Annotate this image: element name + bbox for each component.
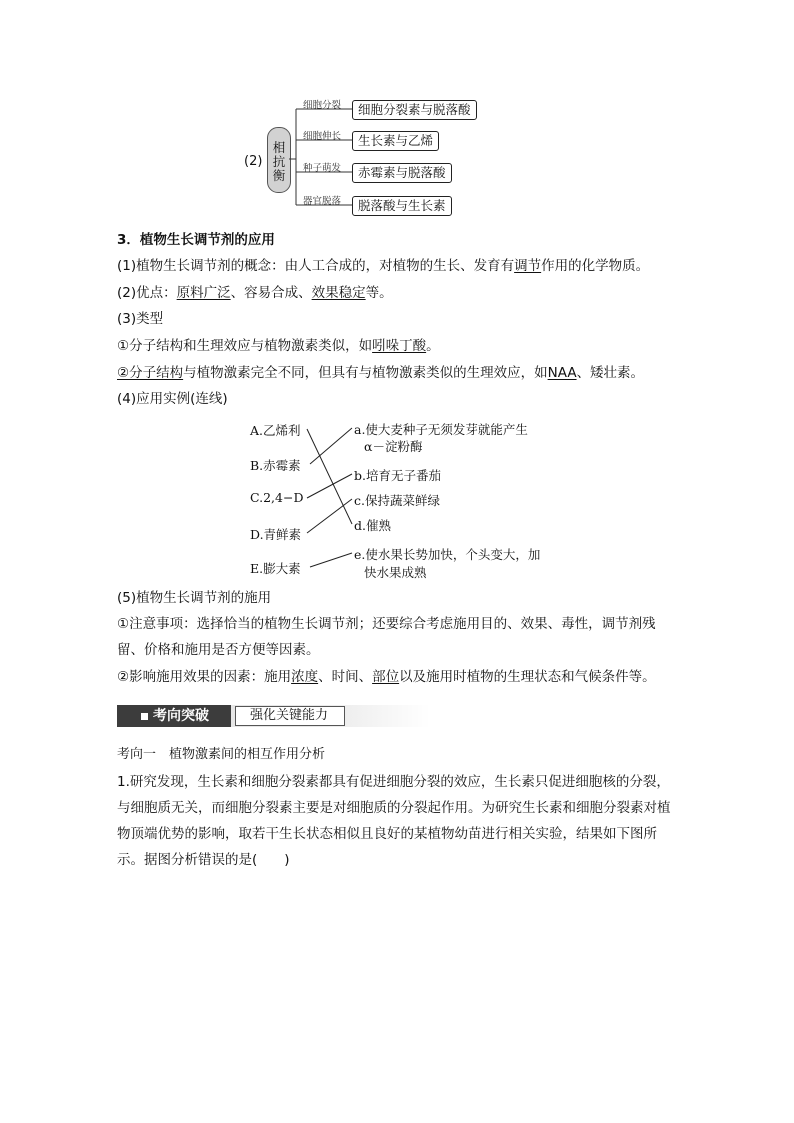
- banner-subtitle-box: [235, 706, 345, 726]
- left-item-e: E.膨大素: [250, 561, 301, 576]
- section-title: 3．植物生长调节剂的应用: [117, 232, 275, 248]
- concept-text-post: 作用的化学物质。: [541, 258, 650, 274]
- diagram-center-char-1: 相: [272, 140, 286, 155]
- diagram-label: (2): [244, 154, 263, 169]
- type2-post: 、矮壮素。: [576, 365, 645, 381]
- note2-pre: ②影响施用效果的因素：施用: [117, 669, 292, 685]
- type1-post: 。: [426, 338, 440, 354]
- type1-pre: ①分子结构和生理效应与植物激素类似，如: [117, 338, 373, 354]
- advantages-post: 等。: [365, 285, 393, 301]
- examples-title: (4)应用实例(连线): [117, 391, 228, 407]
- banner-square-icon: [141, 713, 148, 720]
- banner-dark-block: [117, 705, 231, 727]
- banner-title: 考向突破: [153, 708, 209, 724]
- branch-hormones-1: 细胞分裂素与脱落酸: [352, 100, 477, 120]
- advantage-answer-1: 原料广泛: [176, 285, 231, 301]
- type2-mid: 与植物激素完全不同，但具有与植物激素类似的生理效应，如: [183, 365, 548, 381]
- right-item-d: d.催熟: [354, 518, 391, 533]
- note2-answer-2: 部位: [372, 669, 400, 685]
- match-line-d-c: [307, 499, 352, 533]
- note2-answer-1: 浓度: [291, 669, 319, 685]
- match-line-e-e: [310, 553, 352, 567]
- types-title: (3)类型: [117, 311, 164, 327]
- left-item-b: B.赤霉素: [250, 458, 301, 473]
- branch-process-2: 细胞伸长: [303, 131, 342, 142]
- branch-hormones-2: 生长素与乙烯: [352, 131, 439, 151]
- banner-subtitle: 强化关键能力: [250, 708, 329, 723]
- type2-answer-2: NAA: [547, 365, 577, 381]
- diagram-center-char-2: 抗: [272, 154, 286, 169]
- match-line-b-a: [310, 428, 352, 464]
- branch-process-4: 器官脱落: [303, 196, 342, 207]
- right-item-a-cont: α－淀粉酶: [364, 439, 423, 454]
- left-item-d: D.青鲜素: [250, 527, 302, 542]
- advantages-pre: (2)优点：: [117, 285, 177, 301]
- branch-process-1: 细胞分裂: [303, 100, 342, 111]
- advantages-mid: 、容易合成、: [230, 285, 312, 301]
- right-item-a: a.使大麦种子无须发芽就能产生: [354, 422, 528, 437]
- question-paragraph: 1.研究发现，生长素和细胞分裂素都具有促进细胞分裂的效应，生长素只促进细胞核的分裂，与细胞质无关，而细胞分裂素主要是对细胞质的分裂起作用。为研究生长素和细胞分裂素对植物顶端优势的影响，取若干生长状态相似且良好的某植物幼苗进行相关实验，结果如下图所示。据图分析错误的是( ): [117, 774, 671, 868]
- right-item-c: c.保持蔬菜鲜绿: [354, 493, 440, 508]
- branch-process-3: 种子萌发: [303, 163, 342, 174]
- match-line-a-d: [307, 429, 352, 524]
- type1-answer: 吲哚丁酸: [372, 338, 427, 354]
- topic-heading: 考向一 植物激素间的相互作用分析: [117, 747, 326, 762]
- note1-line-1: ①注意事项：选择恰当的植物生长调节剂；还要综合考虑施用目的、效果、毒性，调节剂残: [117, 616, 656, 632]
- note1-line-2: 留、价格和施用是否方便等因素。: [117, 642, 320, 658]
- left-item-a: A.乙烯利: [250, 423, 301, 438]
- section-banner: [117, 705, 430, 727]
- left-item-c: C.2,4−D: [250, 490, 304, 505]
- diagram-center-char-3: 衡: [272, 168, 286, 183]
- branch-hormones-3: 赤霉素与脱落酸: [352, 163, 452, 183]
- concept-text-pre: (1)植物生长调节剂的概念：由人工合成的，对植物的生长、发育有: [117, 258, 515, 274]
- type2-answer-1: ②分子结构: [117, 365, 184, 381]
- right-item-b: b.培育无子番茄: [354, 468, 441, 483]
- concept-answer: 调节: [514, 258, 542, 274]
- right-item-e: e.使水果长势加快，个头变大，加: [354, 547, 541, 562]
- advantage-answer-2: 效果稳定: [311, 285, 366, 301]
- right-item-e-cont: 快水果成熟: [364, 565, 427, 580]
- note2-post: 以及施用时植物的生理状态和气候条件等。: [399, 669, 656, 685]
- branch-hormones-4: 脱落酸与生长素: [352, 196, 452, 216]
- note2-mid: 、时间、: [318, 669, 373, 685]
- note2-line: [117, 668, 656, 686]
- apply-title: (5)植物生长调节剂的施用: [117, 590, 272, 606]
